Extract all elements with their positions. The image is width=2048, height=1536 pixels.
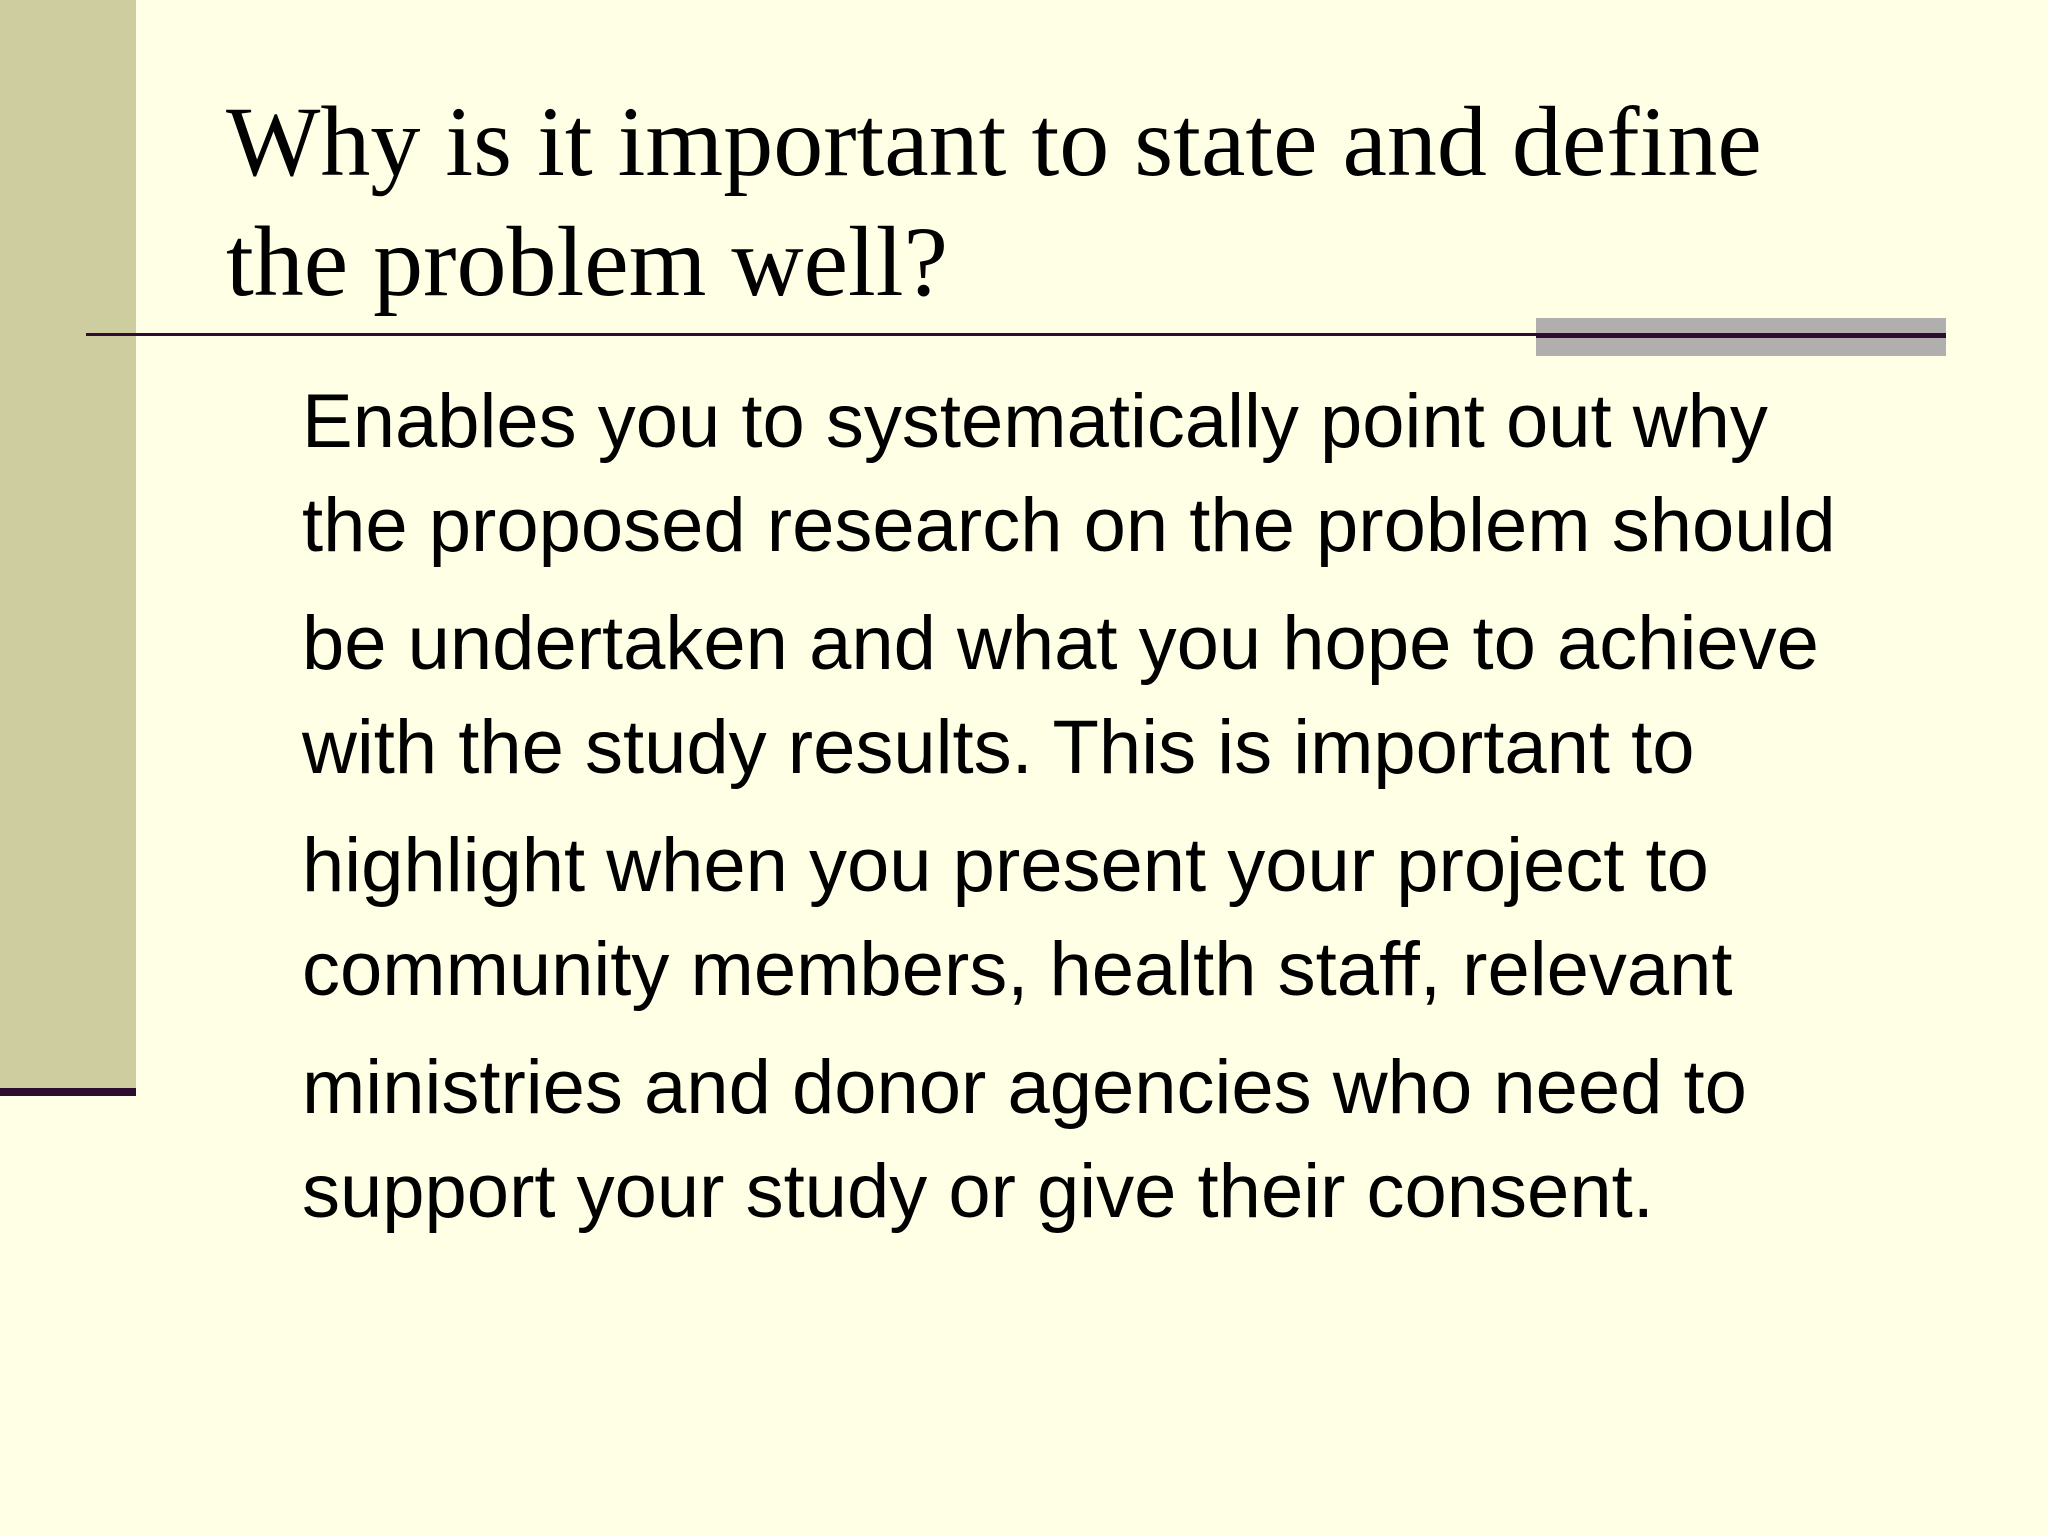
slide-title [226, 82, 1866, 322]
body-line: ministries and donor agencies who need to [302, 1045, 1747, 1130]
slide-body [302, 370, 1942, 1244]
title-line: Why is it important to state and define [226, 86, 1762, 197]
body-line: be undertaken and what you hope to achieve [302, 601, 1819, 686]
left-bar-underline [0, 1088, 136, 1096]
body-line: highlight when you present your project to [302, 823, 1709, 908]
body-line: support your study or give their consent. [302, 1149, 1654, 1234]
title-rule-accent-line [1536, 335, 1946, 338]
left-decorative-bar [0, 0, 136, 1088]
title-line: the problem well? [226, 206, 948, 317]
body-line: with the study results. This is important to [302, 705, 1695, 790]
body-line: community members, health staff, relevant [302, 927, 1733, 1012]
body-line: the proposed research on the problem should [302, 483, 1836, 568]
body-line: Enables you to systematically point out why [302, 379, 1768, 464]
